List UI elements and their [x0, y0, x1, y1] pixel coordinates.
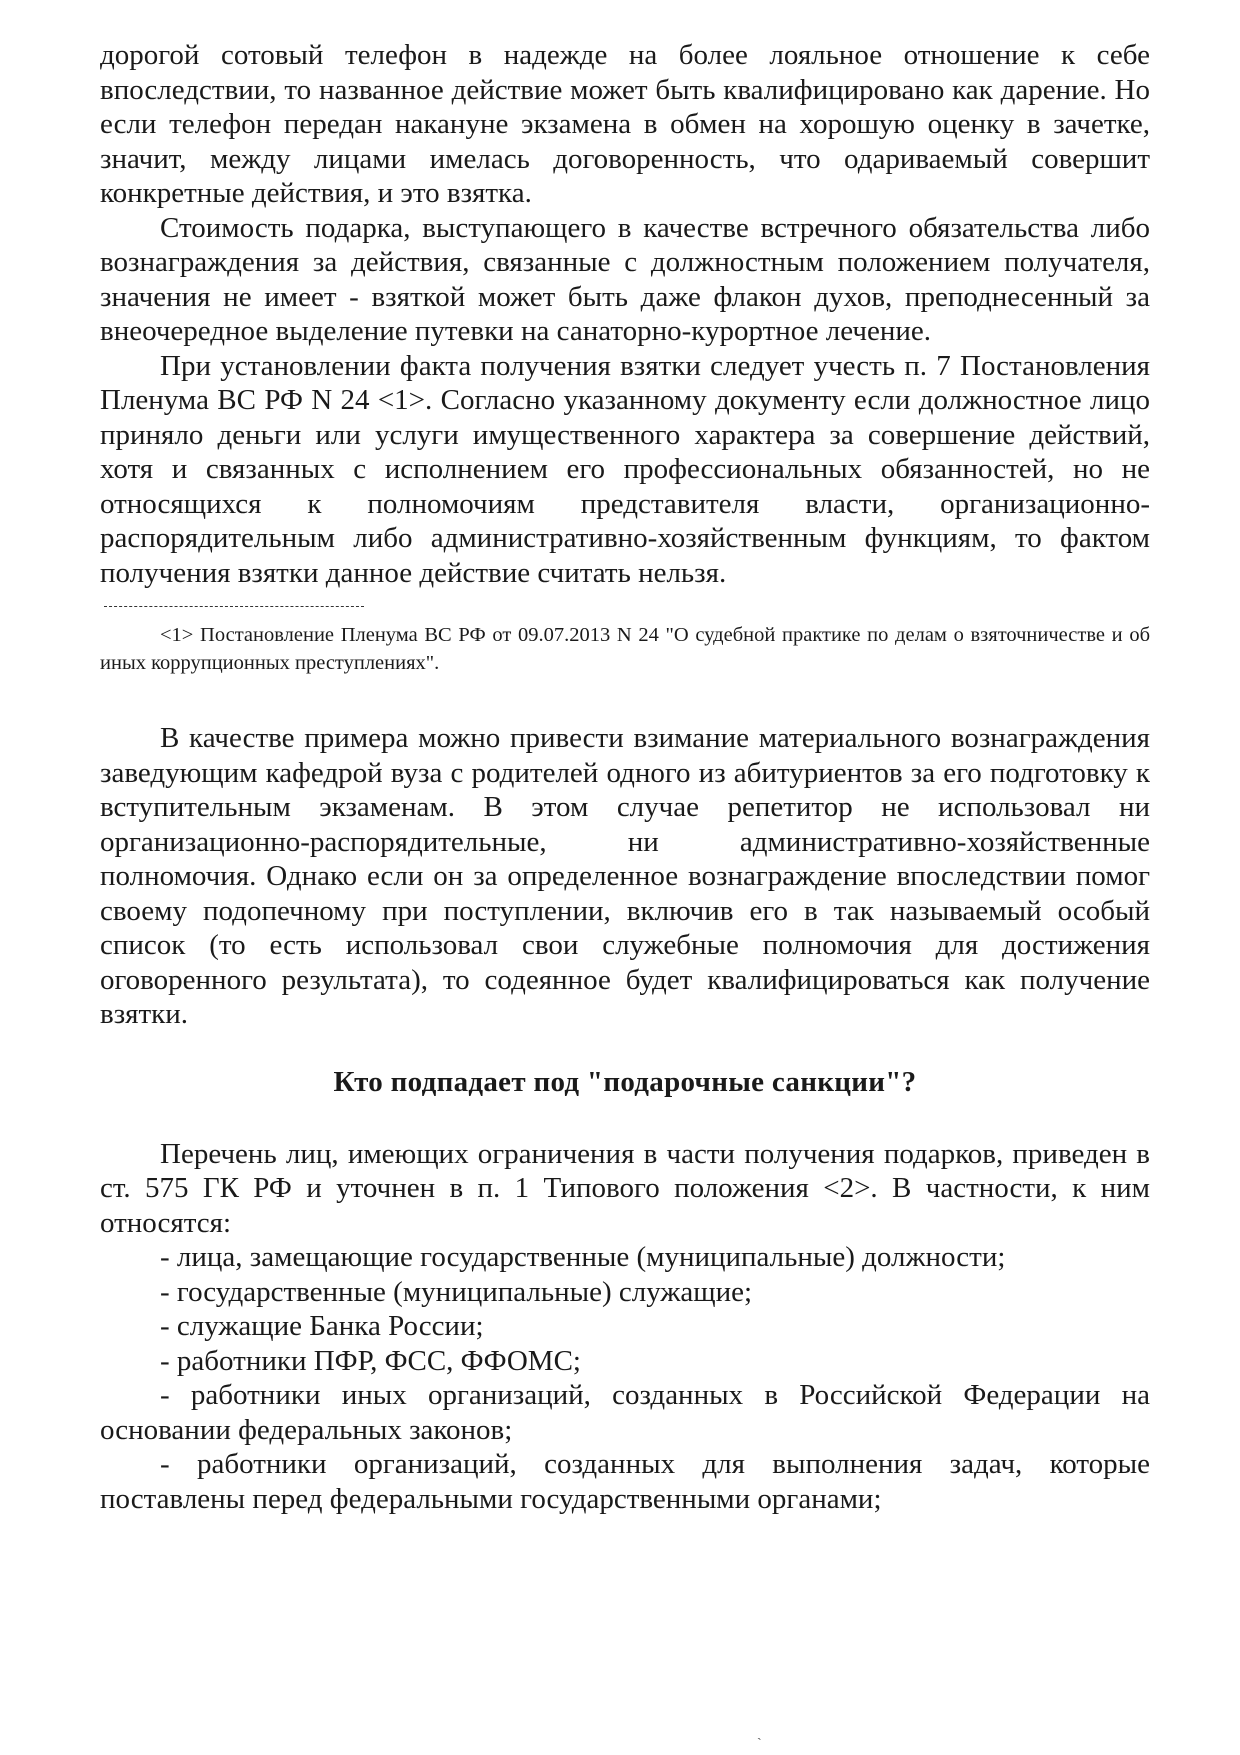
persons-list: [100, 1240, 1150, 1516]
list-item: - работники иных организаций, созданных в Российской Федерации на основании федеральных законов;: [100, 1379, 1150, 1446]
paragraph-gift-cost: Стоимость подарка, выступающего в качестве встречного обязательства либо вознаграждения за действия, связанные с должностным положением получателя, значения не имеет - взяткой может быть даже флакон духов, преподнесенный за внеочередное выделение путевки на санаторно-курортное лечение.: [100, 211, 1150, 347]
list-item: - лица, замещающие государственные (муниципальные) должности;: [160, 1241, 1006, 1273]
paragraph-bribe-fact: При установлении факта получения взятки следует учесть п. 7 Постановления Пленума ВС РФ N 24 <1>. Согласно указанному документу если должностное лицо приняло деньги или услуги имущественного характера за совершение действий, хотя и связанных с исполнением его профессиональных обязанностей, но не относящихся к полномочиям представителя власти, организационно-распорядительным либо административно-хозяйственным функциям, то фактом получения взятки данное действие считать нельзя.: [100, 349, 1150, 589]
list-item: - государственные (муниципальные) служащие;: [160, 1275, 753, 1308]
footnote-separator: [104, 606, 364, 607]
footnote-1: <1> Постановление Пленума ВС РФ от 09.07.2013 N 24 "О судебной практике по делам о взяточничестве и об иных коррупционных преступлениях".: [100, 624, 1150, 674]
spacer: [100, 677, 1150, 721]
paragraph-example: В качестве примера можно привести взимание материального вознаграждения заведующим кафедрой вуза с родителей одного из абитуриентов за его подготовку к вступительным экзаменам. В этом случае репетитор не использовал ни организационно-распорядительные, ни административно-хозяйственные полномочия. Однако если он за определенное вознаграждение впоследствии помог своему подопечному при поступлении, включив его в так называемый особый список (то есть использовал свои служебные полномочия для достижения оговоренного результата), то содеянное будет квалифицироваться как получение взятки.: [100, 722, 1150, 1030]
list-item: - работники ПФР, ФСС, ФФОМС;: [160, 1344, 581, 1377]
scan-speck: ˏ: [757, 1726, 762, 1741]
list-item: - служащие Банка России;: [160, 1310, 484, 1342]
section-heading: Кто подпадает под "подарочные санкции"?: [333, 1065, 917, 1098]
list-item: - работники организаций, созданных для выполнения задач, которые поставлены перед федеральными государственными органами;: [100, 1448, 1150, 1515]
paragraph-list-intro: Перечень лиц, имеющих ограничения в части получения подарков, приведен в ст. 575 ГК РФ и уточнен в п. 1 Типового положения <2>. В частности, к ним относятся:: [100, 1137, 1150, 1239]
paragraph-continued: дорогой сотовый телефон в надежде на более лояльное отношение к себе впоследствии, то названное действие может быть квалифицировано как дарение. Но если телефон передан накануне экзамена в обмен на хорошую оценку в зачетке, значит, между лицами имелась договоренность, что одариваемый совершит конкретные действия, и это взятка.: [100, 39, 1150, 209]
